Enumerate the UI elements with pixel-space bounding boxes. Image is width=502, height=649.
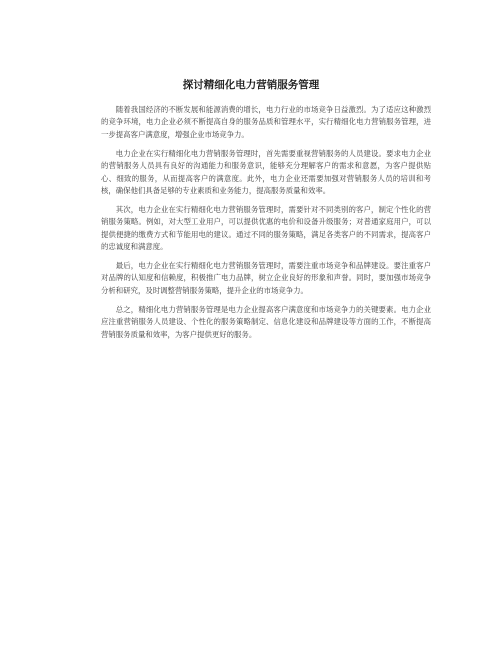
paragraph-personalized-strategy: 其次，电力企业在实行精细化电力营销服务管理时，需要针对不同类别的客户，制定个性化的营销服务策略。例如，对大型工业用户，可以提供优惠的电价和设备升级服务；对普通家庭用户，可以提供便捷的缴费方式和节能用电的建议。通过不同的服务策略，满足各类客户的不同需求，提高客户的忠诚度和满意度。: [101, 204, 431, 252]
document-title: 探讨精细化电力营销服务管理: [182, 79, 320, 91]
paragraph-conclusion: 总之，精细化电力营销服务管理是电力企业提高客户满意度和市场竞争力的关键要素。电力企业应注重营销服务人员建设、个性化的服务策略制定、信息化建设和品牌建设等方面的工作，不断提高营销服务质量和效率，为客户提供更好的服务。: [101, 304, 431, 339]
paragraph-staff-building: 电力企业在实行精细化电力营销服务管理时，首先需要重视营销服务的人员建设。要求电力企业的营销服务人员具有良好的沟通能力和服务意识，能够充分理解客户的需求和意愿，为客户提供贴心、细致的服务，从而提高客户的满意度。此外，电力企业还需要加强对营销服务人员的培训和考核，确保他们具备足够的专业素质和业务能力，提高服务质量和效率。: [101, 148, 431, 195]
paragraph-brand-building: 最后，电力企业在实行精细化电力营销服务管理时，需要注重市场竞争和品牌建设。要注重客户对品牌的认知度和信赖度，积极推广电力品牌，树立企业良好的形象和声誉。同时，要加强市场竞争分析和研究，及时调整营销服务策略，提升企业的市场竞争力。: [101, 260, 431, 295]
paragraph-intro: 随着我国经济的不断发展和能源消费的增长，电力行业的市场竞争日益激烈。为了适应这种激烈的竞争环境，电力企业必须不断提高自身的服务品质和管理水平，实行精细化电力营销服务管理，进一步提高客户满意度，增强企业市场竞争力。: [101, 105, 431, 139]
document-body: [101, 104, 431, 347]
